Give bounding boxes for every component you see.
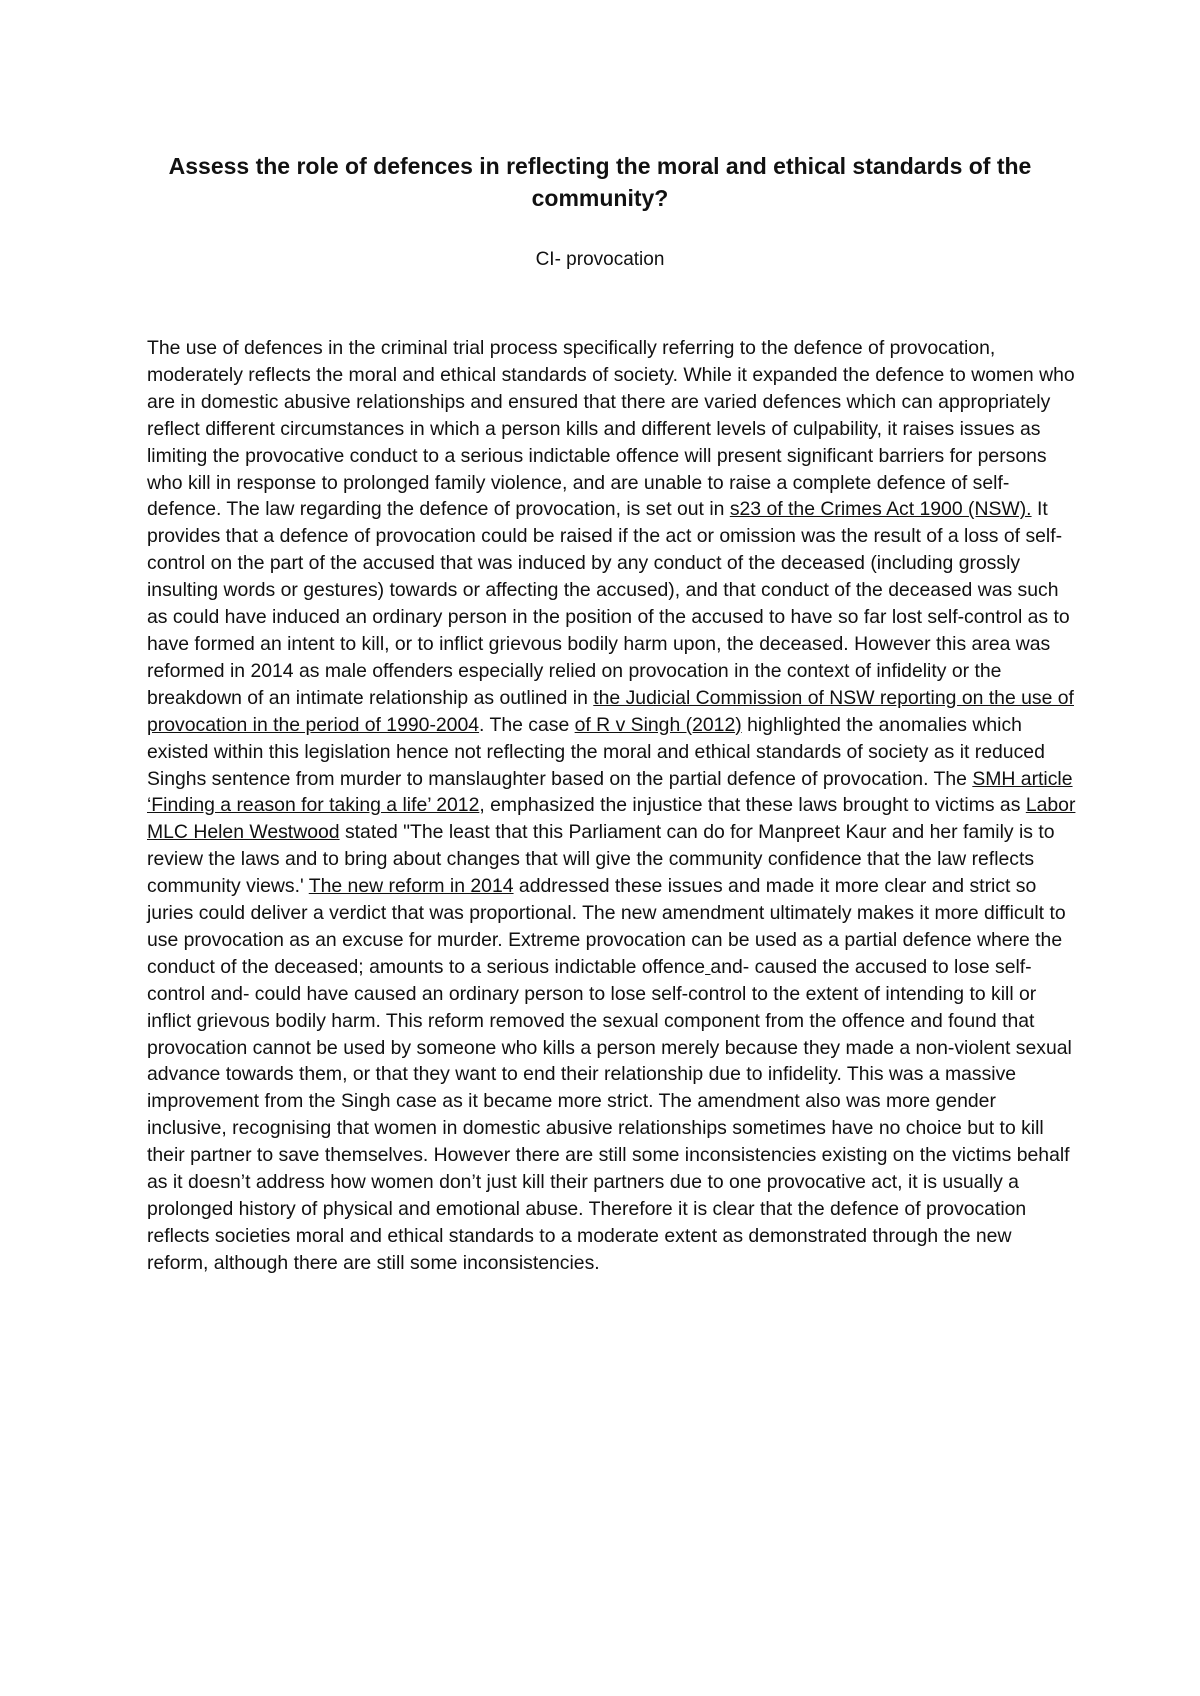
text-run: and- caused the accused to lose self-control and- could have caused an ordinary person to lose self-control to the extent of intending to kill or inflict grievous bodily harm. This reform removed the sexual component from the offence and found that provocation cannot be used by someone who kills a person merely because they made a non-violent sexual advance towards them, or that they want to end their relationship due to infidelity. This was a massive improvement from the Singh case as it became more strict. The amendment also was more gender inclusive, recognising that women in domestic abusive relationships sometimes have no choice but to kill their partner to save themselves. However there are still some inconsistencies existing on the victims behalf as it doesn’t address how women don’t just kill their partners due to one provocative act, it is usually a prolonged history of physical and emotional abuse. Therefore it is clear that the defence of provocation reflects societies moral and ethical standards to a moderate extent as demonstrated through the new reform, although there are still some inconsistencies.	[147, 955, 1072, 1274]
text-run: , emphasized the injustice that these laws brought to victims as	[479, 794, 1026, 817]
text-run: . The case	[479, 713, 575, 736]
underlined-reference: of R v Singh (2012)	[574, 713, 742, 736]
text-run: It provides that a defence of provocation could be raised if the act or omission was the result of a loss of self-control on the part of the accused that was induced by any conduct of the deceased (including grossly insulting words or gestures) towards or affecting the accused), and that conduct of the deceased was such as could have induced an ordinary person in the position of the accused to have so far lost self-control as to have formed an intent to kill, or to inflict grievous bodily harm upon, the deceased. However this area was reformed in 2014 as male offenders especially relied on provocation in the context of infidelity or the breakdown of an intimate relationship as outlined in	[147, 498, 1070, 709]
essay-paragraph	[147, 335, 1077, 1277]
text-run: addressed these issues and made it more clear and strict so juries could deliver a verdict that was proportional. The new amendment ultimately makes it more difficult to use provocation as an excuse for murder. Extreme provocation can be used as a partial defence where the conduct of the deceased; amounts to a serious indictable offence	[147, 875, 1066, 978]
document-subtitle: CI- provocation	[535, 249, 665, 270]
underlined-reference: The new reform in 2014	[308, 875, 514, 898]
underlined-reference: s23 of the Crimes Act 1900 (NSW).	[729, 498, 1032, 521]
text-run: The use of defences in the criminal trial process specifically referring to the defence of provocation, moderately reflects the moral and ethical standards of society. While it expanded the defence to women who are in domestic abusive relationships and ensured that there are varied defences which can appropriately reflect different circumstances in which a person kills and different levels of culpability, it raises issues as limiting the provocative conduct to a serious indictable offence will present significant barriers for persons who kill in response to prolonged family violence, and are unable to raise a complete defence of self-defence. The law regarding the defence of provocation, is set out in	[147, 337, 1075, 521]
text-run: stated "The least that this Parliament can do for Manpreet Kaur and her family is to review the laws and to bring about changes that will give the community confidence that the law reflects community views.'	[147, 821, 1055, 898]
underlined-reference: SMH article ‘Finding a reason for taking a life’ 2012	[147, 767, 1073, 817]
underlined-reference: Labor MLC Helen Westwood	[147, 794, 1076, 844]
document-title: Assess the role of defences in reflecting the moral and ethical standards of the community?	[168, 153, 1032, 211]
underlined-reference: the Judicial Commission of NSW reporting on the use of provocation in the period of 1990-2004	[147, 686, 1074, 736]
text-run: highlighted the anomalies which existed within this legislation hence not reflecting the moral and ethical standards of society as it reduced Singhs sentence from murder to manslaughter based on the partial defence of provocation. The	[147, 713, 1045, 790]
